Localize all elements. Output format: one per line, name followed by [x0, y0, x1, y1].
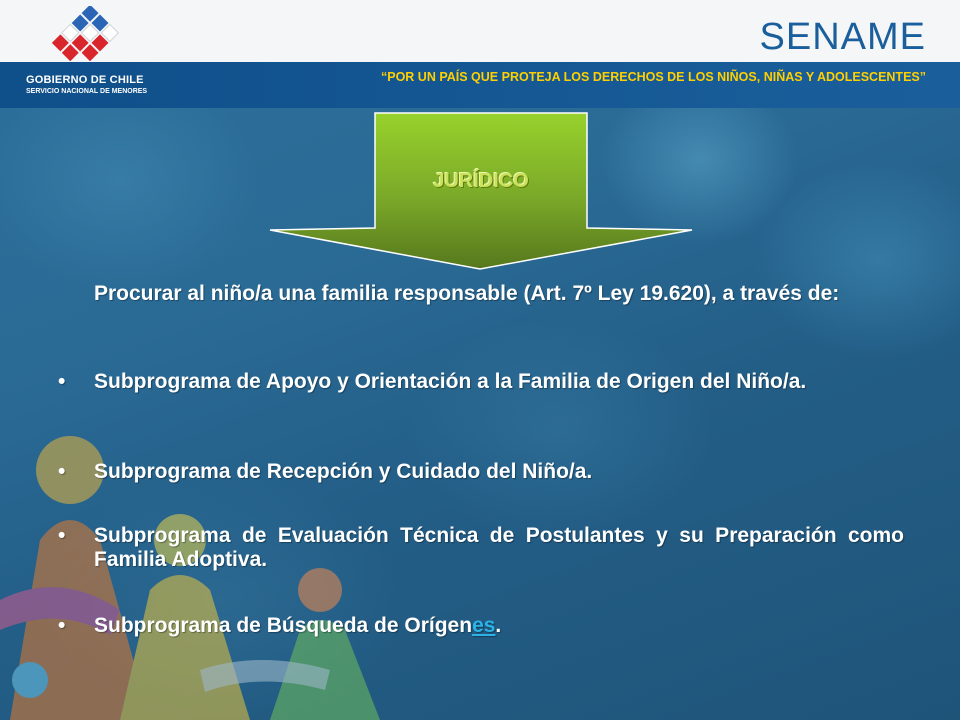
list-item: [58, 614, 904, 638]
brand-title: SENAME: [759, 16, 926, 58]
bullet-marker: •: [58, 460, 66, 483]
slogan: “POR UN PAÍS QUE PROTEJA LOS DERECHOS DE LOS NIÑOS, NIÑAS Y ADOLESCENTES”: [381, 70, 926, 84]
list-item-text: Subprograma de Apoyo y Orientación a la Familia de Origen del Niño/a.: [94, 370, 807, 393]
list-item-text: Subprograma de Recepción y Cuidado del Niño/a.: [94, 460, 593, 483]
list-item-text: Subprograma de Evaluación Técnica de Postulantes y su Preparación como Familia Adoptiva.: [94, 524, 904, 571]
list-item: [58, 460, 904, 484]
intro-text: Procurar al niño/a una familia responsable (Art. 7º Ley 19.620), a través de:: [94, 282, 840, 305]
header-bar: [0, 0, 960, 108]
bullet-marker: •: [58, 370, 66, 393]
chile-government-logo-icon: [46, 6, 120, 74]
list-item: [58, 524, 904, 572]
list-item: [58, 370, 904, 394]
header-band: [0, 62, 960, 108]
bullet-marker: •: [58, 524, 66, 547]
list-item-text-end: .: [495, 614, 502, 637]
list-item-text: [94, 614, 904, 638]
origenes-link[interactable]: es: [472, 614, 496, 637]
government-name: GOBIERNO DE CHILE: [26, 74, 144, 86]
government-subtitle: SERVICIO NACIONAL DE MENORES: [26, 88, 148, 95]
list-item-text-start: Subprograma de Búsqueda de Orígen: [94, 614, 473, 637]
arrow-label: JURÍDICO: [433, 170, 529, 192]
bullet-marker: •: [58, 614, 66, 637]
